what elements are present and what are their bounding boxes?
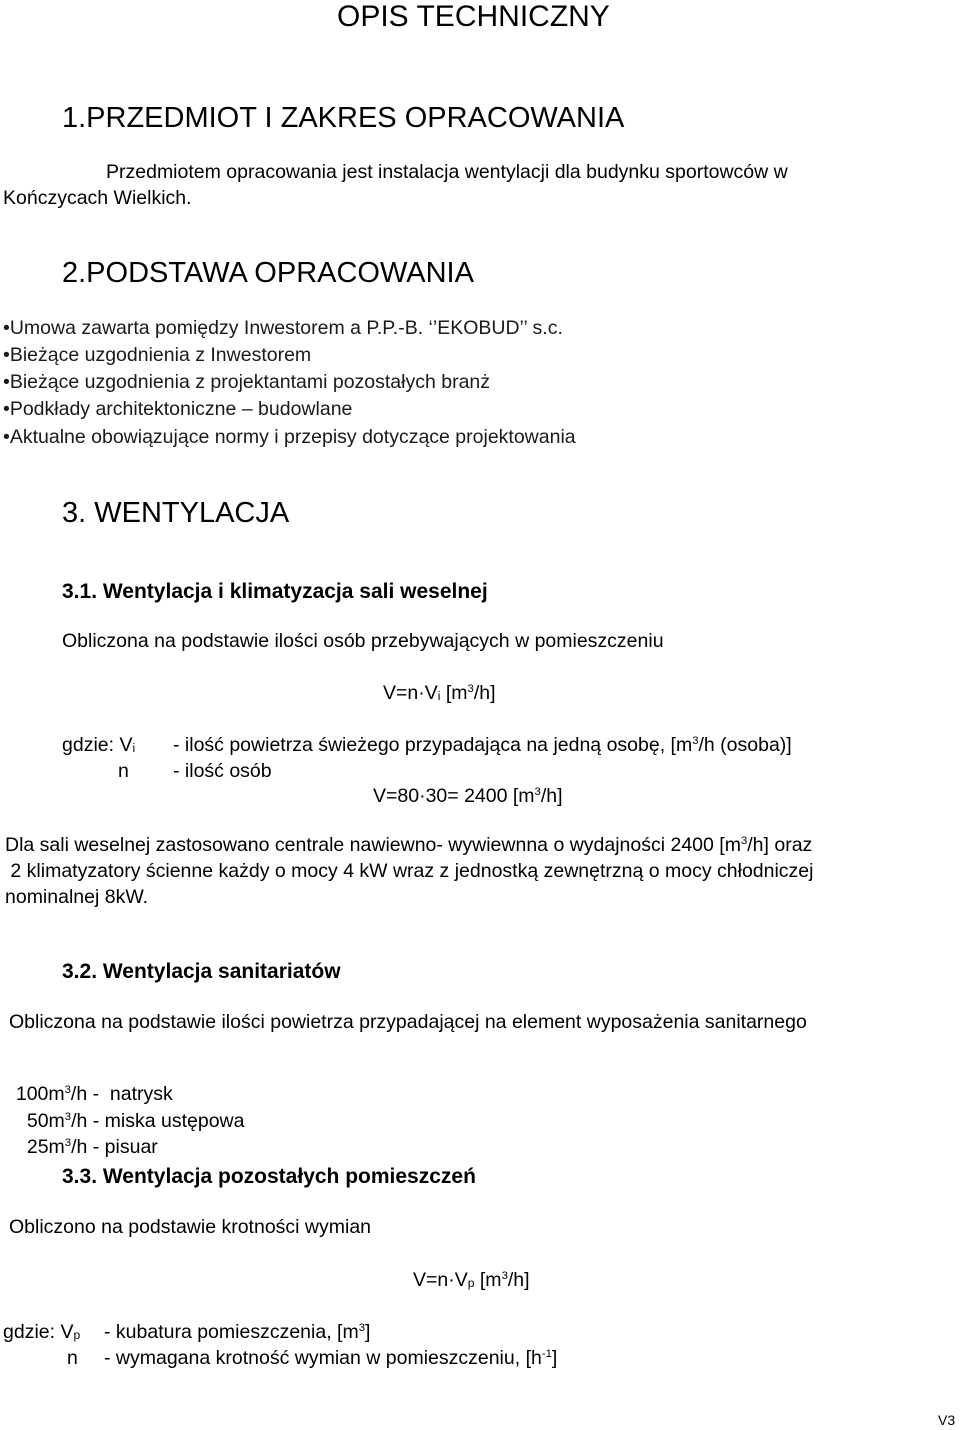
bullet-list-item: • Bieżące uzgodnienia z Inwestorem: [3, 346, 311, 366]
section-2-heading: 2.PODSTAWA OPRACOWANIA: [62, 257, 474, 289]
sanitary-item: $100m^3/h$ - natrysk: [15, 1082, 173, 1105]
definition-n-exchange: - wymagana krotność wymian w pomieszczeniu, $[h^{-1}]$: [104, 1347, 558, 1369]
sanitary-item: $50m^3/h$ - miska ustępowa: [26, 1109, 245, 1132]
subsection-3-2-intro: Obliczona na podstawie ilości powietrza przypadającej na element wyposażenia sanitarnego: [9, 1011, 807, 1033]
subsection-3-3-heading: 3.3. Wentylacja pozostałych pomieszczeń: [62, 1165, 476, 1188]
section-1-paragraph-line-1: Przedmiotem opracowania jest instalacja wentylacji dla budynku sportowców w: [106, 161, 788, 183]
page-label: V3: [938, 1412, 956, 1428]
subsection-3-3-intro: Obliczono na podstawie krotności wymian: [9, 1216, 372, 1238]
section-1-paragraph-line-2: Kończycach Wielkich.: [3, 187, 192, 209]
definition-vi: - ilość powietrza świeżego przypadająca na jedną osobę, [$m^3/h$ (osoba)]: [173, 734, 792, 756]
sanitary-item: $25m^3/h$ - pisuar: [26, 1135, 158, 1158]
document-title: OPIS TECHNICZNY: [337, 0, 610, 33]
subsection-3-2-heading: 3.2. Wentylacja sanitariatów: [62, 960, 341, 983]
description-line-2: 2 klimatyzatory ścienne każdy o mocy 4 kW wraz z jednostką zewnętrzną o mocy chłodniczej: [5, 860, 814, 882]
calculation-3-1: V=80·30= 2400 $[m^3/h]$: [373, 785, 563, 807]
bullet-list-item: • Aktualne obowiązujące normy i przepisy dotyczące projektowania: [3, 428, 576, 448]
where-label-3-1: gdzie: $V_i$: [62, 734, 136, 756]
subsection-3-1-intro: Obliczona na podstawie ilości osób przebywających w pomieszczeniu: [62, 630, 664, 652]
definition-vp: - kubatura pomieszczenia, $[m^3]$: [104, 1321, 371, 1343]
section-3-heading: 3. WENTYLACJA: [62, 497, 290, 529]
bullet-list-item: • Umowa zawarta pomiędzy Inwestorem a P.P.-B. ‘’EKOBUD’’ s.c.: [3, 319, 563, 339]
formula-3-1: $V=n\cdot V_i$ $[m^3/h]$: [383, 682, 496, 704]
description-line-3: nominalnej 8kW.: [5, 886, 149, 908]
definition-symbol-n: n: [67, 1347, 78, 1369]
bullet-list-item: • Bieżące uzgodnienia z projektantami pozostałych branż: [3, 373, 490, 393]
formula-3-3: $V=n\cdot V_p$ $[m^3/h]$: [413, 1269, 530, 1291]
section-1-heading: 1.PRZEDMIOT I ZAKRES OPRACOWANIA: [62, 102, 625, 134]
bullet-list-item: • Podkłady architektoniczne – budowlane: [3, 400, 352, 420]
subsection-3-1-heading: 3.1. Wentylacja i klimatyzacja sali weselnej: [62, 580, 488, 603]
description-line-1: Dla sali weselnej zastosowano centrale nawiewno- wywiewnna o wydajności 2400 $[m^3/h]$ oraz: [5, 834, 813, 856]
definition-symbol-n: n: [118, 760, 129, 782]
where-label-3-3: gdzie: $V_p$: [3, 1321, 81, 1343]
definition-n: - ilość osób: [173, 760, 272, 782]
